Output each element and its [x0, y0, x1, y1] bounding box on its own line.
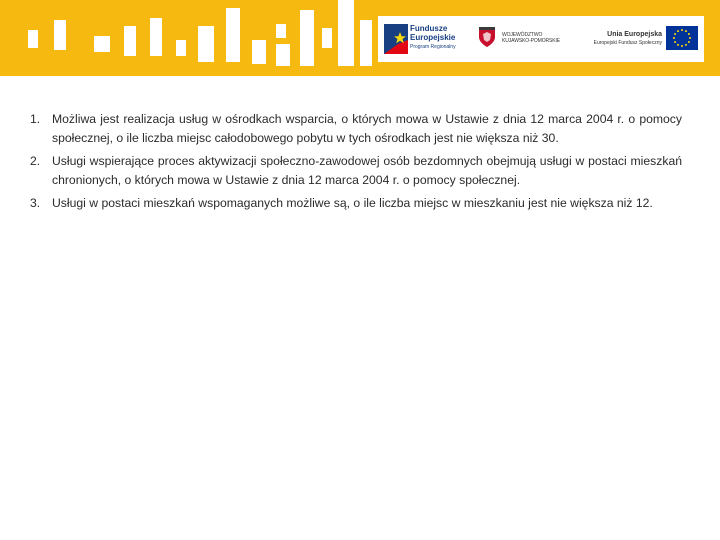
- list-item-text: Możliwa jest realizacja usług w ośrodkach wsparcia, o których mowa w Ustawie z dnia 12 marca 2004 r. o pomocy społecznej, o ile liczba miejsc całodobowego pobytu w tych ośrodkach jest nie większa niż 30.: [52, 112, 682, 145]
- fundusze-europejskie-text: [410, 24, 474, 51]
- banner-decoration: [226, 8, 240, 62]
- eu-flag-icon: [666, 26, 698, 50]
- fundusze-europejskie-logo-icon: [384, 24, 408, 54]
- logo-strip: [378, 16, 704, 62]
- document-content: [30, 110, 682, 217]
- list-item-number: 2.: [30, 154, 41, 168]
- region-line1: WOJEWÓDZTWO: [502, 32, 543, 38]
- banner-decoration: [252, 40, 266, 64]
- banner-decoration: [276, 44, 290, 66]
- list-item: [30, 110, 682, 148]
- banner-decoration: [322, 28, 332, 48]
- region-line2: KUJAWSKO-POMORSKIE: [502, 38, 561, 44]
- banner-decoration: [176, 40, 186, 56]
- list-item-number: 3.: [30, 196, 41, 210]
- fundusze-europejskie-logo: [384, 22, 476, 58]
- region-logo: [478, 26, 568, 54]
- region-crest-icon: [478, 26, 496, 48]
- banner-decoration: [150, 18, 162, 56]
- banner-decoration: [54, 20, 66, 50]
- list-item: [30, 194, 682, 213]
- fundusze-line3: Program Regionalny: [410, 44, 456, 50]
- fundusze-line2: Europejskie: [410, 33, 456, 42]
- eu-title: Unia Europejska: [607, 31, 662, 38]
- banner-decoration: [276, 24, 286, 38]
- banner-decoration: [338, 0, 354, 66]
- banner-decoration: [300, 10, 314, 66]
- list-item: [30, 152, 682, 190]
- banner-decoration: [28, 30, 38, 48]
- banner-decoration: [360, 20, 372, 66]
- eu-text: [584, 30, 662, 47]
- eu-subtitle: Europejski Fundusz Społeczny: [593, 40, 662, 46]
- list-item-text: Usługi w postaci mieszkań wspomaganych możliwe są, o ile liczba miejsc w mieszkaniu jest nie większa niż 12.: [52, 196, 653, 210]
- banner-decoration: [94, 36, 110, 52]
- list-item-text: Usługi wspierające proces aktywizacji społeczno-zawodowej osób bezdomnych obejmują usługi w postaci mieszkań chronionych, o których mowa w Ustawie z dnia 12 marca 2004 r. o pomocy społecznej.: [52, 154, 682, 187]
- fundusze-line1: Fundusze: [410, 24, 448, 33]
- header-banner: [0, 0, 720, 76]
- region-text: [502, 32, 568, 44]
- eu-logo: [584, 22, 700, 58]
- list-item-number: 1.: [30, 112, 41, 126]
- banner-decoration: [124, 26, 136, 56]
- numbered-list: [30, 110, 682, 213]
- banner-decoration: [198, 26, 214, 62]
